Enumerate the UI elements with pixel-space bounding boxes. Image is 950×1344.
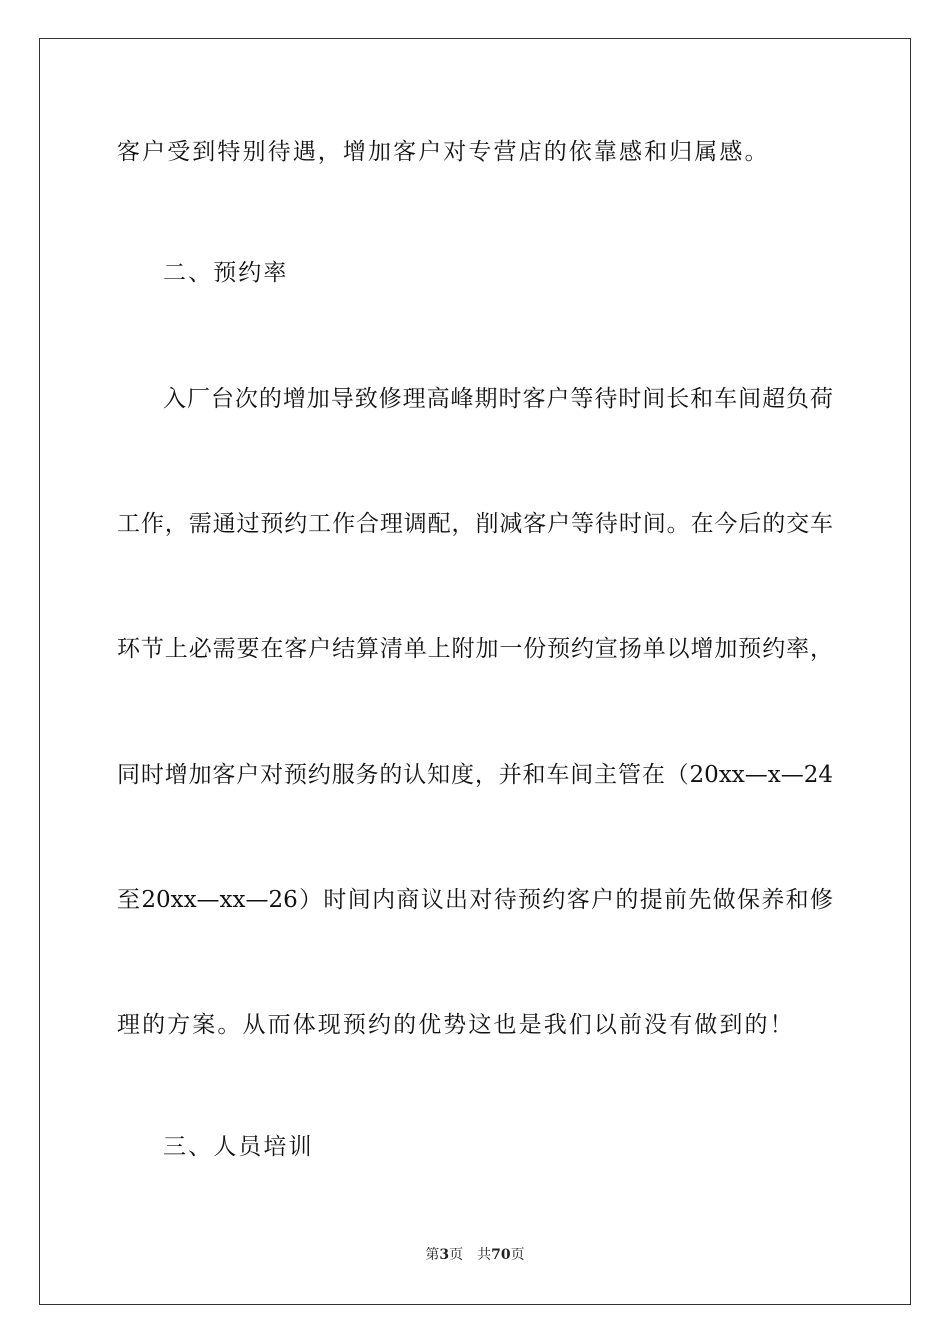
paragraph-line-2: 入厂台次的增加导致修理高峰期时客户等待时间长和车间超负荷 xyxy=(163,386,833,412)
page-border xyxy=(39,38,911,1305)
total-page-number: 70 xyxy=(491,1247,511,1263)
current-page-number: 3 xyxy=(439,1247,450,1263)
page-label-suffix: 页 xyxy=(449,1247,464,1263)
section-heading-staff-training: 三、人员培训 xyxy=(163,1134,314,1160)
paragraph-line-5: 同时增加客户对预约服务的认知度，并和车间主管在（20xx—x—24 xyxy=(117,762,833,788)
paragraph-line-6: 至20xx—xx—26）时间内商议出对待预约客户的提前先做保养和修 xyxy=(117,887,833,913)
paragraph-line-3: 工作，需通过预约工作合理调配，削减客户等待时间。在今后的交车 xyxy=(117,511,833,537)
section-heading-appointment-rate: 二、预约率 xyxy=(163,260,289,286)
total-label-prefix: 共 xyxy=(477,1247,492,1263)
page-label-prefix: 第 xyxy=(425,1247,440,1263)
page-footer xyxy=(0,1246,950,1264)
paragraph-line-1: 客户受到特别待遇，增加客户对专营店的依靠感和归属感。 xyxy=(117,139,770,165)
paragraph-line-7: 理的方案。从而体现预约的优势这也是我们以前没有做到的！ xyxy=(117,1012,795,1038)
total-label-suffix: 页 xyxy=(510,1247,525,1263)
paragraph-line-4: 环节上必需要在客户结算清单上附加一份预约宣扬单以增加预约率， xyxy=(117,636,833,662)
